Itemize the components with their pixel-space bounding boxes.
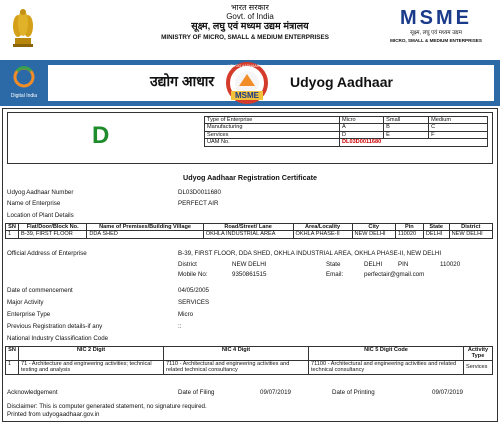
- category-cell: Medium: [429, 117, 488, 124]
- udyog-aadhaar-hindi: उद्योग आधार: [150, 73, 215, 89]
- aadhaar-number-label: Udyog Aadhaar Number: [7, 189, 74, 196]
- filing-date-value: 09/07/2019: [260, 389, 291, 396]
- enterprise-type-label: Enterprise Type: [7, 311, 51, 318]
- plant-header: District: [449, 224, 492, 231]
- official-address-value: B-39, FIRST FLOOR, DDA SHED, OKHLA INDUSTRIAL AREA, OKHLA PHASE-II, NEW DELHI: [178, 250, 442, 257]
- header: [0, 0, 500, 58]
- nic-cell: 7110 - Architectural and engineering activities and related technical consultancy: [164, 360, 309, 374]
- plant-cell: OKHLA INDUSTRIAL AREA: [203, 231, 293, 238]
- plant-cell: DELHI: [423, 231, 449, 238]
- plant-header-row: [6, 224, 493, 231]
- gov-english: Govt. of India: [226, 12, 274, 21]
- gov-hindi: भारत सरकार: [231, 3, 269, 12]
- plant-cell: 110020: [395, 231, 423, 238]
- enterprise-name-value: PERFECT AIR: [178, 200, 219, 207]
- msme-logo-english: MICRO, SMALL & MEDIUM ENTERPRISES: [390, 38, 482, 43]
- state-value: DELHI: [364, 261, 383, 268]
- plant-header: Road/Street/ Lane: [203, 224, 293, 231]
- plant-row: [6, 231, 493, 238]
- commencement-value: 04/05/2005: [178, 287, 209, 294]
- nic-header: NIC 2 Digit: [19, 347, 164, 361]
- category-cell: A: [340, 124, 384, 131]
- plant-cell: NEW DELHI: [352, 231, 395, 238]
- major-activity-value: SERVICES: [178, 299, 210, 306]
- udyog-aadhaar-english: Udyog Aadhaar: [290, 74, 393, 90]
- plant-header: Area/Locality: [293, 224, 352, 231]
- plant-cell: DDA SHED: [87, 231, 203, 238]
- nic-header: Activity Type: [464, 347, 493, 361]
- printing-date-label: Date of Printing: [332, 389, 375, 396]
- previous-registration-label: Previous Registration details-if any: [7, 323, 103, 330]
- acknowledgement-label: Acknowledgement: [7, 389, 58, 396]
- plant-header: City: [352, 224, 395, 231]
- aadhaar-number-value: DL03D0011680: [178, 189, 221, 196]
- email-value: perfectair@gmail.com: [364, 271, 425, 278]
- category-table: [204, 116, 488, 147]
- district-value: NEW DELHI: [232, 261, 267, 268]
- category-cell: Small: [384, 117, 429, 124]
- uam-label: UAM No.: [205, 139, 340, 146]
- official-address-label: Official Address of Enterprise: [7, 250, 87, 257]
- category-cell: D: [340, 131, 384, 138]
- pin-value: 110020: [440, 261, 461, 268]
- nic-header: SN: [6, 347, 19, 361]
- ministry-english: MINISTRY OF MICRO, SMALL & MEDIUM ENTERPRISES: [161, 34, 329, 41]
- plant-header: State: [423, 224, 449, 231]
- nic-label: National Industry Classification Code: [7, 335, 109, 342]
- nic-header: NIC 4 Digit: [164, 347, 309, 361]
- nic-header-row: [6, 347, 493, 361]
- udyog-aadhaar-seal: [222, 62, 272, 104]
- category-cell: B: [384, 124, 429, 131]
- printed-from: Printed from udyogaadhaar.gov.in: [7, 411, 100, 418]
- msme-logo: [378, 6, 494, 50]
- nic-cell: 71 - Architecture and engineering activities; technical testing and analysis: [19, 360, 164, 374]
- digital-india-logo: [6, 66, 42, 100]
- disclaimer: Disclaimer: This is computer generated statement, no signature required.: [7, 403, 207, 410]
- plant-location-label: Location of Plant Details: [7, 212, 74, 219]
- nic-table: [5, 346, 493, 375]
- nic-header: NIC 5 Digit Code: [309, 347, 464, 361]
- enterprise-type-value: Micro: [178, 311, 194, 318]
- district-label: District: [178, 261, 197, 268]
- major-activity-label: Major Activity: [7, 299, 44, 306]
- national-emblem-icon: [10, 4, 36, 50]
- msme-logo-text: MSME: [400, 7, 472, 29]
- msme-logo-hindi: सूक्ष्म, लघु एवं मध्यम उद्यम: [410, 30, 462, 36]
- previous-registration-value: ::: [178, 323, 182, 330]
- printing-date-value: 09/07/2019: [432, 389, 463, 396]
- nic-cell: 1: [6, 360, 19, 374]
- seal-top-text: UDYOG AADHAAR: [228, 64, 260, 68]
- category-row: [205, 131, 488, 138]
- nic-row: [6, 360, 493, 374]
- plant-table: [5, 223, 493, 239]
- plant-header: Pin: [395, 224, 423, 231]
- enterprise-name-label: Name of Enterprise: [7, 200, 61, 207]
- category-cell: C: [429, 124, 488, 131]
- mobile-label: Mobile No:: [178, 271, 208, 278]
- digital-india-label: Digital India: [10, 93, 38, 99]
- plant-cell: B-39, FIRST FLOOR: [19, 231, 87, 238]
- pin-label: PIN: [398, 261, 409, 268]
- category-cell: E: [384, 131, 429, 138]
- plant-cell: NEW DELHI: [449, 231, 492, 238]
- plant-cell: 1: [6, 231, 19, 238]
- category-letter: D: [92, 122, 110, 149]
- category-cell: Manufacturing: [205, 124, 340, 131]
- mobile-value: 9350861515: [232, 271, 267, 278]
- plant-header: Flat/Door/Block No.: [19, 224, 87, 231]
- category-cell: F: [429, 131, 488, 138]
- udyog-banner: [0, 60, 500, 106]
- filing-date-label: Date of Filing: [178, 389, 215, 396]
- ministry-hindi: सूक्ष्म, लघु एवं मध्यम उद्यम मंत्रालय: [191, 21, 309, 32]
- plant-header: Name of Premises/Building Village: [87, 224, 203, 231]
- commencement-label: Date of commencement: [7, 287, 73, 294]
- uam-value: DL03D0011680: [340, 139, 488, 146]
- plant-header: SN: [6, 224, 19, 231]
- uam-row: [205, 139, 488, 146]
- nic-cell: Services: [464, 360, 493, 374]
- state-label: State: [326, 261, 341, 268]
- category-cell: Micro: [340, 117, 384, 124]
- nic-cell: 71100 - Architectural and engineering activities and related technical consultancy: [309, 360, 464, 374]
- category-cell: Services: [205, 131, 340, 138]
- category-row: [205, 117, 488, 124]
- seal-bottom-text: MSME: [231, 91, 263, 100]
- plant-cell: OKHLA PHASE-II: [293, 231, 352, 238]
- certificate-title: Udyog Aadhaar Registration Certificate: [183, 173, 317, 182]
- email-label: Email:: [326, 271, 344, 278]
- category-row: [205, 124, 488, 131]
- category-cell: Type of Enterprise: [205, 117, 340, 124]
